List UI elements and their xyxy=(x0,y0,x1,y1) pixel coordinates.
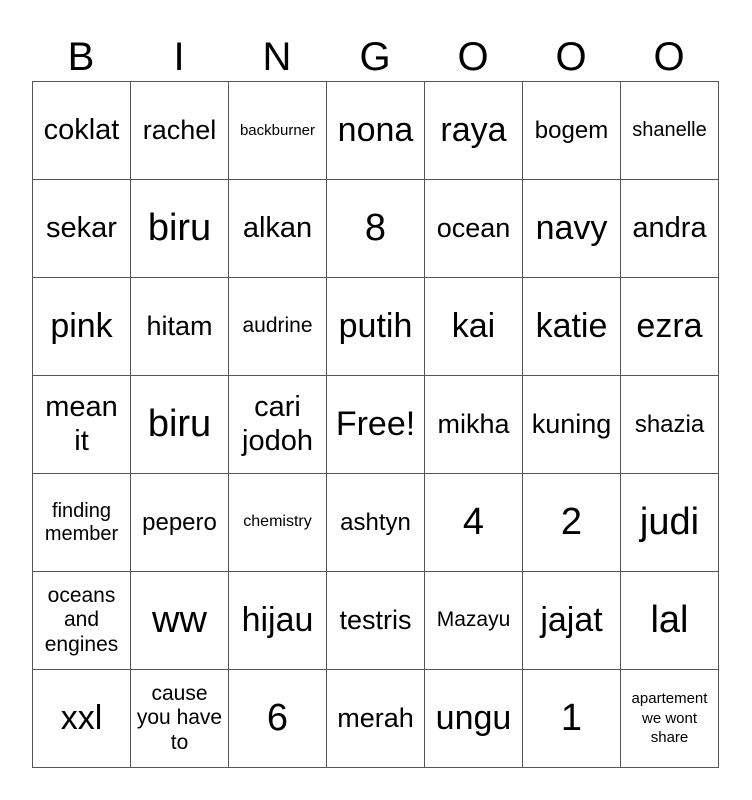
bingo-cell: 2 xyxy=(523,474,621,572)
bingo-cell: judi xyxy=(621,474,719,572)
bingo-cell: biru xyxy=(131,180,229,278)
bingo-cell: andra xyxy=(621,180,719,278)
bingo-cell: cari jodoh xyxy=(229,376,327,474)
bingo-cell: mean it xyxy=(33,376,131,474)
bingo-cell: xxl xyxy=(33,670,131,768)
bingo-card-grid xyxy=(32,81,719,768)
header-letter: O xyxy=(555,35,587,79)
bingo-cell: ashtyn xyxy=(327,474,425,572)
bingo-cell: pink xyxy=(33,278,131,376)
bingo-cell: coklat xyxy=(33,82,131,180)
bingo-cell: ezra xyxy=(621,278,719,376)
bingo-cell: ww xyxy=(131,572,229,670)
bingo-cell: kai xyxy=(425,278,523,376)
bingo-cell: shanelle xyxy=(621,82,719,180)
bingo-cell: navy xyxy=(523,180,621,278)
header-letter: O xyxy=(653,35,685,79)
free-space-cell: Free! xyxy=(327,376,425,474)
bingo-header xyxy=(32,32,718,82)
bingo-cell: backburner xyxy=(229,82,327,180)
header-letter: B xyxy=(67,35,95,79)
bingo-cell: raya xyxy=(425,82,523,180)
bingo-cell: pepero xyxy=(131,474,229,572)
bingo-cell: testris xyxy=(327,572,425,670)
bingo-cell: Mazayu xyxy=(425,572,523,670)
bingo-cell: 8 xyxy=(327,180,425,278)
header-letter: G xyxy=(359,35,391,79)
bingo-cell: lal xyxy=(621,572,719,670)
bingo-cell: 4 xyxy=(425,474,523,572)
bingo-cell: hitam xyxy=(131,278,229,376)
bingo-cell: katie xyxy=(523,278,621,376)
bingo-cell: apartement we wont share xyxy=(621,670,719,768)
bingo-cell: shazia xyxy=(621,376,719,474)
bingo-cell: oceans and engines xyxy=(33,572,131,670)
bingo-cell: cause you have to xyxy=(131,670,229,768)
bingo-cell: rachel xyxy=(131,82,229,180)
header-letter: O xyxy=(457,35,489,79)
bingo-cell: mikha xyxy=(425,376,523,474)
bingo-cell: nona xyxy=(327,82,425,180)
bingo-cell: ocean xyxy=(425,180,523,278)
bingo-cell: finding member xyxy=(33,474,131,572)
bingo-cell: chemistry xyxy=(229,474,327,572)
bingo-cell: alkan xyxy=(229,180,327,278)
bingo-cell: 6 xyxy=(229,670,327,768)
bingo-cell: bogem xyxy=(523,82,621,180)
header-letter: N xyxy=(262,35,292,79)
bingo-cell: audrine xyxy=(229,278,327,376)
header-letter: I xyxy=(173,35,185,79)
bingo-cell: hijau xyxy=(229,572,327,670)
bingo-cell: sekar xyxy=(33,180,131,278)
bingo-cell: 1 xyxy=(523,670,621,768)
bingo-cell: putih xyxy=(327,278,425,376)
bingo-cell: jajat xyxy=(523,572,621,670)
bingo-cell: merah xyxy=(327,670,425,768)
bingo-cell: biru xyxy=(131,376,229,474)
bingo-cell: ungu xyxy=(425,670,523,768)
bingo-cell: kuning xyxy=(523,376,621,474)
